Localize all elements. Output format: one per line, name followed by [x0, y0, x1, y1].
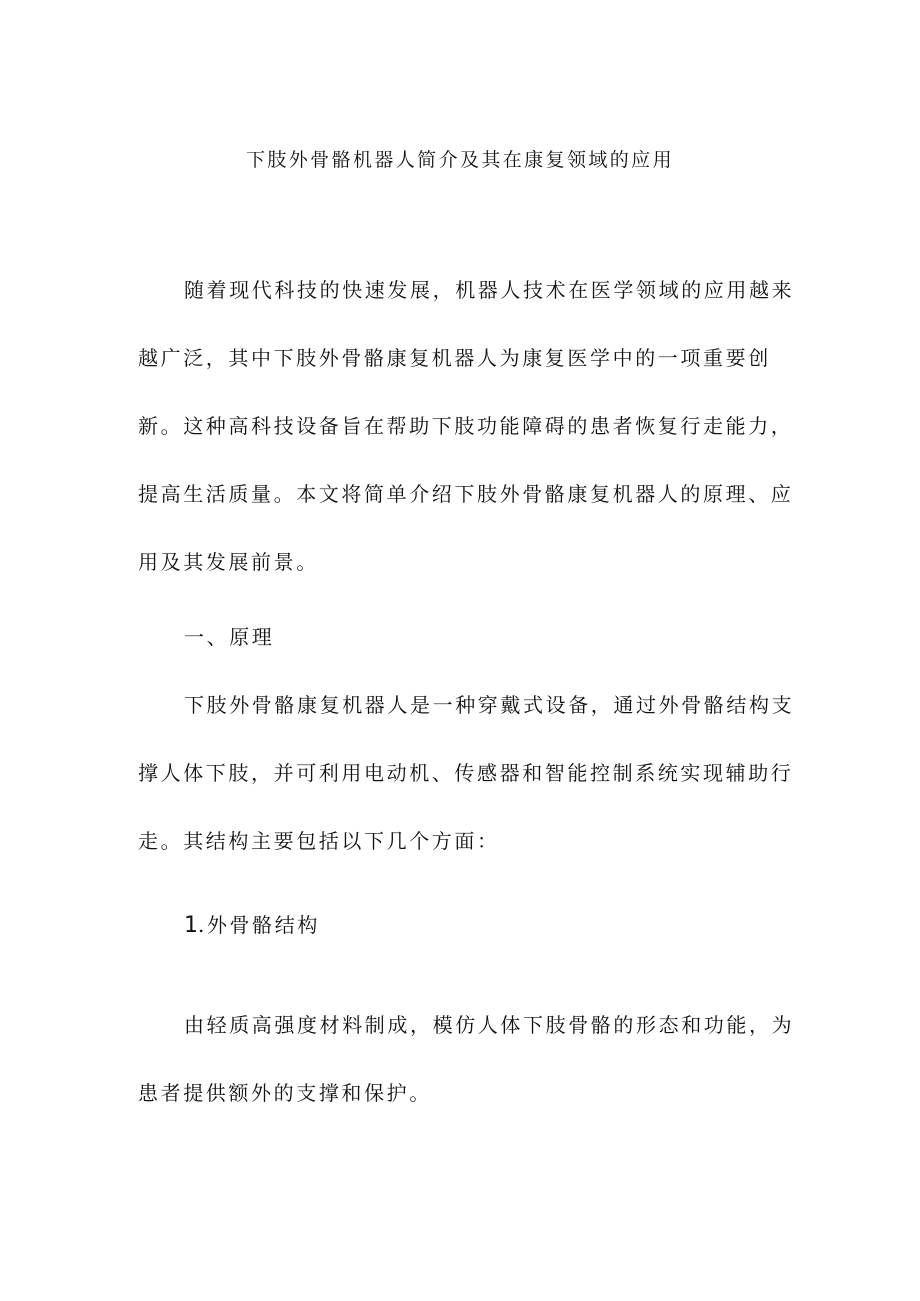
- intro-paragraph: 随着现代科技的快速发展，机器人技术在医学领域的应用越来越广泛，其中下肢外骨骼康复机器人为康复医学中的一项重要创新。这种高科技设备旨在帮助下肢功能障碍的患者恢复行走能力，提高生活质量。本文将简单介绍下肢外骨骼康复机器人的原理、应用及其发展前景。: [138, 278, 795, 574]
- subsection-title: .外骨骼结构: [198, 913, 320, 937]
- section-heading-principle: 一、原理: [184, 625, 275, 649]
- document-title: 下肢外骨骼机器人简介及其在康复领域的应用: [245, 149, 674, 171]
- exoskeleton-paragraph: 由轻质高强度材料制成，模仿人体下肢骨骼的形态和功能，为患者提供额外的支撑和保护。: [138, 1013, 795, 1105]
- subsection-heading-exoskeleton: [184, 905, 320, 946]
- principle-paragraph: 下肢外骨骼康复机器人是一种穿戴式设备，通过外骨骼结构支撑人体下肢，并可利用电动机、传感器和智能控制系统实现辅助行走。其结构主要包括以下几个方面：: [138, 693, 795, 853]
- subsection-number: 1: [184, 913, 198, 938]
